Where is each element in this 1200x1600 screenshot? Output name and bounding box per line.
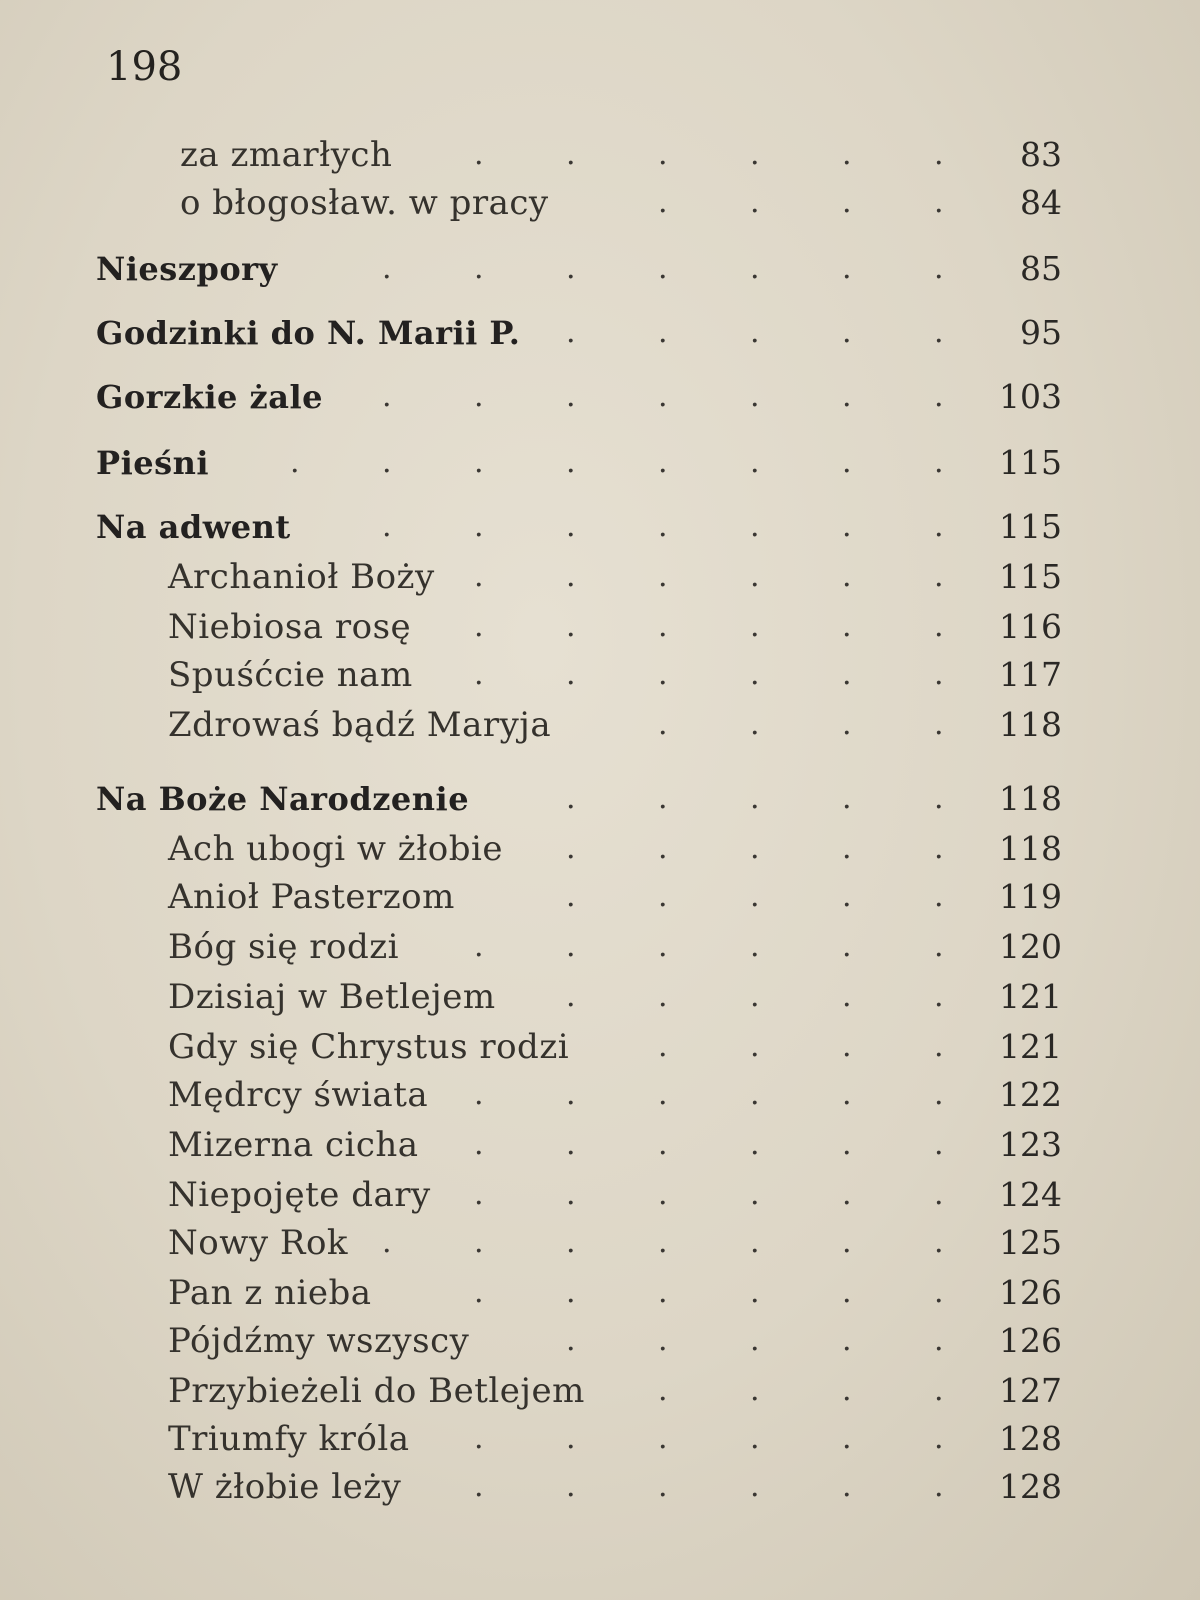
dot-leader: . . . . . . . — [382, 509, 944, 544]
toc-entry — [0, 826, 1200, 872]
toc-entry-title: Dzisiaj w Betlejem — [168, 977, 496, 1017]
toc-entry-title: za zmarłych — [180, 135, 393, 175]
toc-entry — [0, 1122, 1200, 1168]
dot-leader: . . . . . . — [474, 1469, 944, 1504]
toc-entry-title: Pan z nieba — [168, 1273, 372, 1313]
dot-leader: . . . . . . — [474, 1077, 944, 1112]
dot-leader: . . . . . . — [474, 929, 944, 964]
toc-entry-title: Mizerna cicha — [168, 1125, 419, 1165]
toc-entry-page: 103 — [999, 377, 1062, 416]
toc-entry — [0, 246, 1200, 292]
toc-entry-page: 118 — [999, 829, 1062, 868]
dot-leader: . . . . . . — [474, 1275, 944, 1310]
toc-entry — [0, 1318, 1200, 1364]
toc-entry — [0, 374, 1200, 420]
toc-entry — [0, 974, 1200, 1020]
dot-leader: . . . . . . . — [382, 251, 944, 286]
toc-entry-page: 121 — [999, 977, 1062, 1016]
toc-entry-title: Spuśćcie nam — [168, 655, 413, 695]
toc-entry-page: 127 — [999, 1371, 1062, 1410]
dot-leader: . . . . . . — [474, 137, 944, 172]
toc-entry — [0, 1172, 1200, 1218]
toc-entry-title: Ach ubogi w żłobie — [168, 829, 503, 869]
toc-entry-page: 117 — [999, 655, 1062, 694]
toc-entry — [0, 1416, 1200, 1462]
toc-entry — [0, 1270, 1200, 1316]
toc-entry-page: 128 — [999, 1419, 1062, 1458]
toc-entry — [0, 604, 1200, 650]
toc-entry-title: Nowy Rok — [168, 1223, 349, 1263]
toc-entry-title: Bóg się rodzi — [168, 927, 400, 967]
toc-entry-page: 128 — [999, 1467, 1062, 1506]
toc-entry-title: W żłobie leży — [168, 1467, 402, 1507]
toc-entry-page: 116 — [999, 607, 1062, 646]
toc-entry-page: 118 — [999, 705, 1062, 744]
toc-entry-page: 121 — [999, 1027, 1062, 1066]
dot-leader: . . . . . . — [474, 1127, 944, 1162]
dot-leader: . . . . . — [566, 1323, 944, 1358]
toc-entry-title: Niepojęte dary — [168, 1175, 431, 1215]
dot-leader: . . . . — [658, 1373, 944, 1408]
toc-entry-title: Niebiosa rosę — [168, 607, 412, 647]
toc-entry-page: 83 — [1020, 135, 1062, 174]
dot-leader: . . . . . . — [474, 1421, 944, 1456]
toc-entry-title: Mędrcy świata — [168, 1075, 429, 1115]
dot-leader: . . . . . . . — [382, 1225, 944, 1260]
toc-entry — [0, 1368, 1200, 1414]
toc-entry — [0, 310, 1200, 356]
toc-entry — [0, 1072, 1200, 1118]
dot-leader: . . . . . . — [474, 1177, 944, 1212]
toc-entry-page: 118 — [999, 779, 1062, 818]
toc-entry-title: Anioł Pasterzom — [168, 877, 455, 917]
toc-entry — [0, 874, 1200, 920]
toc-entry-page: 126 — [999, 1321, 1062, 1360]
toc-entry-page: 95 — [1020, 313, 1062, 352]
dot-leader: . . . . . — [566, 831, 944, 866]
toc-entry-title: Nieszpory — [96, 250, 278, 288]
toc-entry-title: Gorzkie żale — [96, 378, 323, 416]
dot-leader: . . . . . . — [474, 559, 944, 594]
dot-leader: . . . . . — [566, 979, 944, 1014]
dot-leader: . . . . . — [566, 781, 944, 816]
toc-entry-title: Na Boże Narodzenie — [96, 780, 470, 818]
dot-leader: . . . . . . . . — [290, 445, 944, 480]
toc-entry — [0, 702, 1200, 748]
toc-entry — [0, 440, 1200, 486]
dot-leader: . . . . . — [566, 315, 944, 350]
toc-entry-page: 122 — [999, 1075, 1062, 1114]
toc-entry-page: 84 — [1020, 183, 1062, 222]
toc-entry — [0, 180, 1200, 226]
toc-entry-title: Na adwent — [96, 508, 291, 546]
toc-entry-page: 85 — [1020, 249, 1062, 288]
dot-leader: . . . . — [658, 185, 944, 220]
toc-entry-page: 123 — [999, 1125, 1062, 1164]
toc-entry — [0, 652, 1200, 698]
toc-entry — [0, 1024, 1200, 1070]
toc-entry — [0, 554, 1200, 600]
toc-entry-title: o błogosław. w pracy — [180, 183, 549, 223]
toc-entry-title: Archanioł Boży — [168, 557, 435, 597]
dot-leader: . . . . . . — [474, 609, 944, 644]
dot-leader: . . . . — [658, 707, 944, 742]
toc-entry — [0, 924, 1200, 970]
toc-entry-title: Gdy się Chrystus rodzi — [168, 1027, 570, 1067]
toc-entry-title: Pieśni — [96, 444, 210, 482]
toc-entry-page: 120 — [999, 927, 1062, 966]
toc-entry-page: 115 — [999, 557, 1062, 596]
toc-entry — [0, 132, 1200, 178]
toc-entry-title: Triumfy króla — [168, 1419, 410, 1459]
dot-leader: . . . . . . . — [382, 379, 944, 414]
toc-entry — [0, 1464, 1200, 1510]
toc-entry-title: Zdrowaś bądź Maryja — [168, 705, 552, 745]
toc-entry-page: 126 — [999, 1273, 1062, 1312]
toc-entry-page: 115 — [999, 507, 1062, 546]
toc-entry-page: 124 — [999, 1175, 1062, 1214]
dot-leader: . . . . . — [566, 879, 944, 914]
toc-entry-title: Przybieżeli do Betlejem — [168, 1371, 585, 1411]
toc-entry-title: Godzinki do N. Marii P. — [96, 314, 521, 352]
toc-entry-page: 125 — [999, 1223, 1062, 1262]
dot-leader: . . . . . . — [474, 657, 944, 692]
toc-entry — [0, 776, 1200, 822]
toc-entry-page: 115 — [999, 443, 1062, 482]
toc-entry — [0, 504, 1200, 550]
toc-entry-title: Pójdźmy wszyscy — [168, 1321, 470, 1361]
page-number: 198 — [106, 44, 183, 90]
toc-entry — [0, 1220, 1200, 1266]
toc-entry-page: 119 — [999, 877, 1062, 916]
dot-leader: . . . . — [658, 1029, 944, 1064]
